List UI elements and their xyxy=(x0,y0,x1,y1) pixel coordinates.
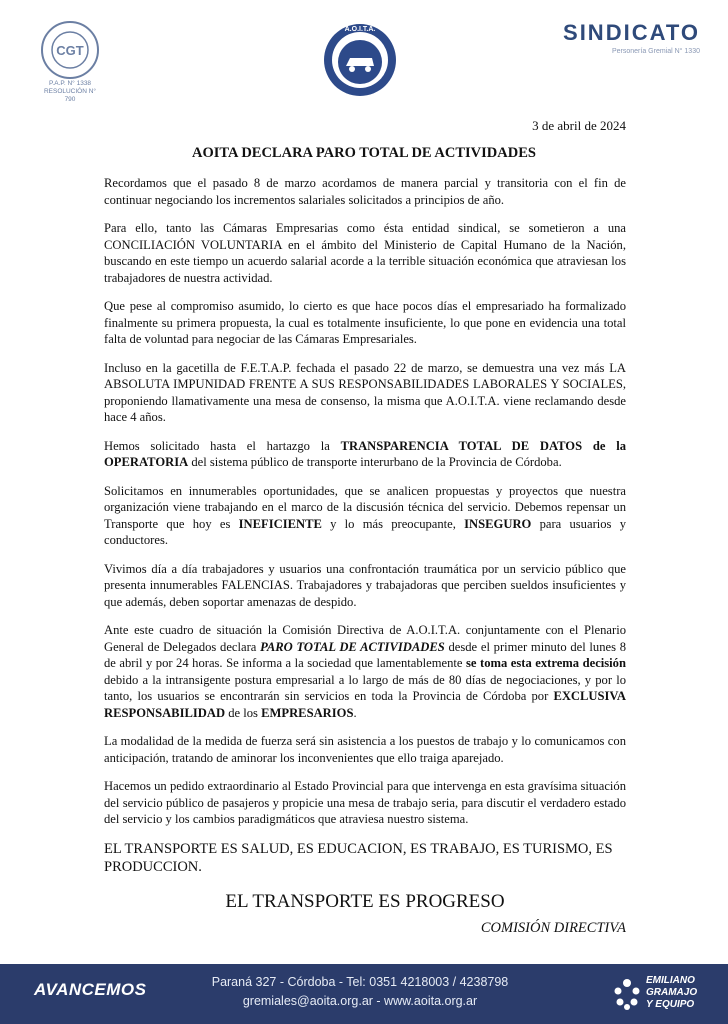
footer-contact: gremiales@aoita.org.ar - www.aoita.org.ar xyxy=(242,994,478,1008)
paragraph: Para ello, tanto las Cámaras Empresarias como ésta entidad sindical, se sometieron a una CONCILIACIÓN VOLUNTARIA en el ámbito del Ministerio de Capital Humano de la Nación, buscando en este tiempo un acuerdo salarial acorde a la terrible situación económica que atraviesan los trabajadores de nuestra actividad. xyxy=(104,221,626,285)
slogan: EL TRANSPORTE ES PROGRESO xyxy=(225,890,505,912)
sindicato-mark xyxy=(563,20,700,55)
people-circle-icon xyxy=(612,977,642,1011)
emiliano-gramajo-text: EMILIANO GRAMAJO Y EQUIPO xyxy=(646,975,698,1010)
emphasis: TRANSPARENCIA TOTAL DE DATOS de la OPERATORIA xyxy=(104,438,626,469)
sindicato-subtitle: Personería Gremial N° 1330 xyxy=(611,48,700,55)
closing-statement: EL TRANSPORTE ES SALUD, ES EDUCACION, ES TRABAJO, ES TURISMO, ES PRODUCCION. xyxy=(104,840,613,875)
paragraph: Hacemos un pedido extraordinario al Estado Provincial para que intervenga en esta gravísima situación del servicio público de pasajeros y propicie una mesa de trabajo seria, para discutir el verdadero estado del servicio y los cambios paradigmáticos que atraviesa nuestro sistema. xyxy=(104,779,626,826)
paragraph: Vivimos día a día trabajadores y usuarios una confrontación traumática por un servicio público que presenta innumerables FALENCIAS. Trabajadores y trabajadoras que perciben sueldos insuficientes y que además, deben soportar amenazas de despido. xyxy=(104,561,626,609)
paragraph: Ante este cuadro de situación la Comisión Directiva de A.O.I.T.A. conjuntamente con el Plenario General de Delegados declara PARO TOTAL DE ACTIVIDADES desde el primer minuto del lunes 8 de abril y por 24 horas. Se informa a la sociedad que lamentablemente se toma esta extrema decisión debido a la intransigente postura empresarial a lo largo de más de 80 días de negociaciones, y por lo tanto, los usuarios se encontrarán sin servicios en toda la Provincia de Córdoba por EXCLUSIVA RESPONSABILIDAD de los EMPRESARIOS. xyxy=(104,623,627,720)
aoita-logo-text: A.O.I.T.A. xyxy=(344,26,376,33)
letterhead xyxy=(0,0,728,110)
cgt-caption-line2: RESOLUCIÓN N° 790 xyxy=(43,88,97,103)
emphasis: PARO TOTAL DE ACTIVIDADES xyxy=(260,639,445,654)
emphasis: se toma esta extrema decisión xyxy=(466,656,626,670)
sindicato-title: SINDICATO xyxy=(563,20,700,45)
paragraph: Solicitamos en innumerables oportunidades, que se analicen propuestas y proyectos que nuestra organización viene trabajando en el marco de la discusión técnica del servicio. Debemos repensar un Transporte que hoy es INEFICIENTE y lo más preocupante, INSEGURO para usuarios y conductores. xyxy=(104,483,626,547)
signature: COMISIÓN DIRECTIVA xyxy=(480,920,626,936)
paragraph: Recordamos que el pasado 8 de marzo acordamos de manera parcial y transitoria con el fin de continuar negociando los incrementos salariales solicitados a principios de año. xyxy=(104,176,626,207)
emphasis: EXCLUSIVA RESPONSABILIDAD xyxy=(104,689,626,720)
footer-address: Paraná 327 - Córdoba - Tel: 0351 4218003 / 4238798 xyxy=(211,975,509,989)
emiliano-gramajo-logo xyxy=(612,973,722,1017)
aoita-logo xyxy=(322,22,398,98)
paragraph: Incluso en la gacetilla de F.E.T.A.P. fechada el pasado 22 de marzo, se demuestra una vez más LA ABSOLUTA IMPUNIDAD FRENTE A SUS RESPONSABILIDADES LABORALES Y SOCIALES, proponiendo llamativamente una mesa de consenso, la misma que A.O.I.T.A. viene reclamando desde hace 4 años. xyxy=(104,360,626,424)
paragraph: Hemos solicitado hasta el hartazgo la TRANSPARENCIA TOTAL DE DATOS de la OPERATORIA del sistema público de transporte interurbano de la Provincia de Córdoba. xyxy=(104,438,626,469)
cgt-caption xyxy=(40,80,100,104)
paragraph: La modalidad de la medida de fuerza será sin asistencia a los puestos de trabajo y lo comunicamos con anticipación, tratando de aminorar los inconvenientes que ello traiga aparejado. xyxy=(104,734,626,765)
document-title: AOITA DECLARA PARO TOTAL DE ACTIVIDADES xyxy=(192,145,536,161)
emphasis: INEFICIENTE xyxy=(238,516,322,531)
emphasis: EMPRESARIOS xyxy=(261,705,354,720)
cgt-caption-line1: P.A.P. N° 1338 xyxy=(48,80,92,87)
paragraph: Que pese al compromiso asumido, lo cierto es que hace pocos días el empresariado ha formalizado finalmente su primera propuesta, la cual es totalmente insuficiente, lo que pone en evidencia una total falta de voluntad para negociar de las Cámaras Empresariales. xyxy=(104,299,626,346)
avancemos-logo: AVANCEMOS xyxy=(34,980,147,999)
emphasis: INSEGURO xyxy=(464,516,532,531)
cgt-logo xyxy=(40,20,100,80)
cgt-logo-text: CGT xyxy=(56,43,84,58)
footer-contact-block xyxy=(200,973,520,1011)
footer-bar xyxy=(0,964,728,1024)
document-body xyxy=(104,175,626,949)
document-date: 3 de abril de 2024 xyxy=(532,118,626,133)
